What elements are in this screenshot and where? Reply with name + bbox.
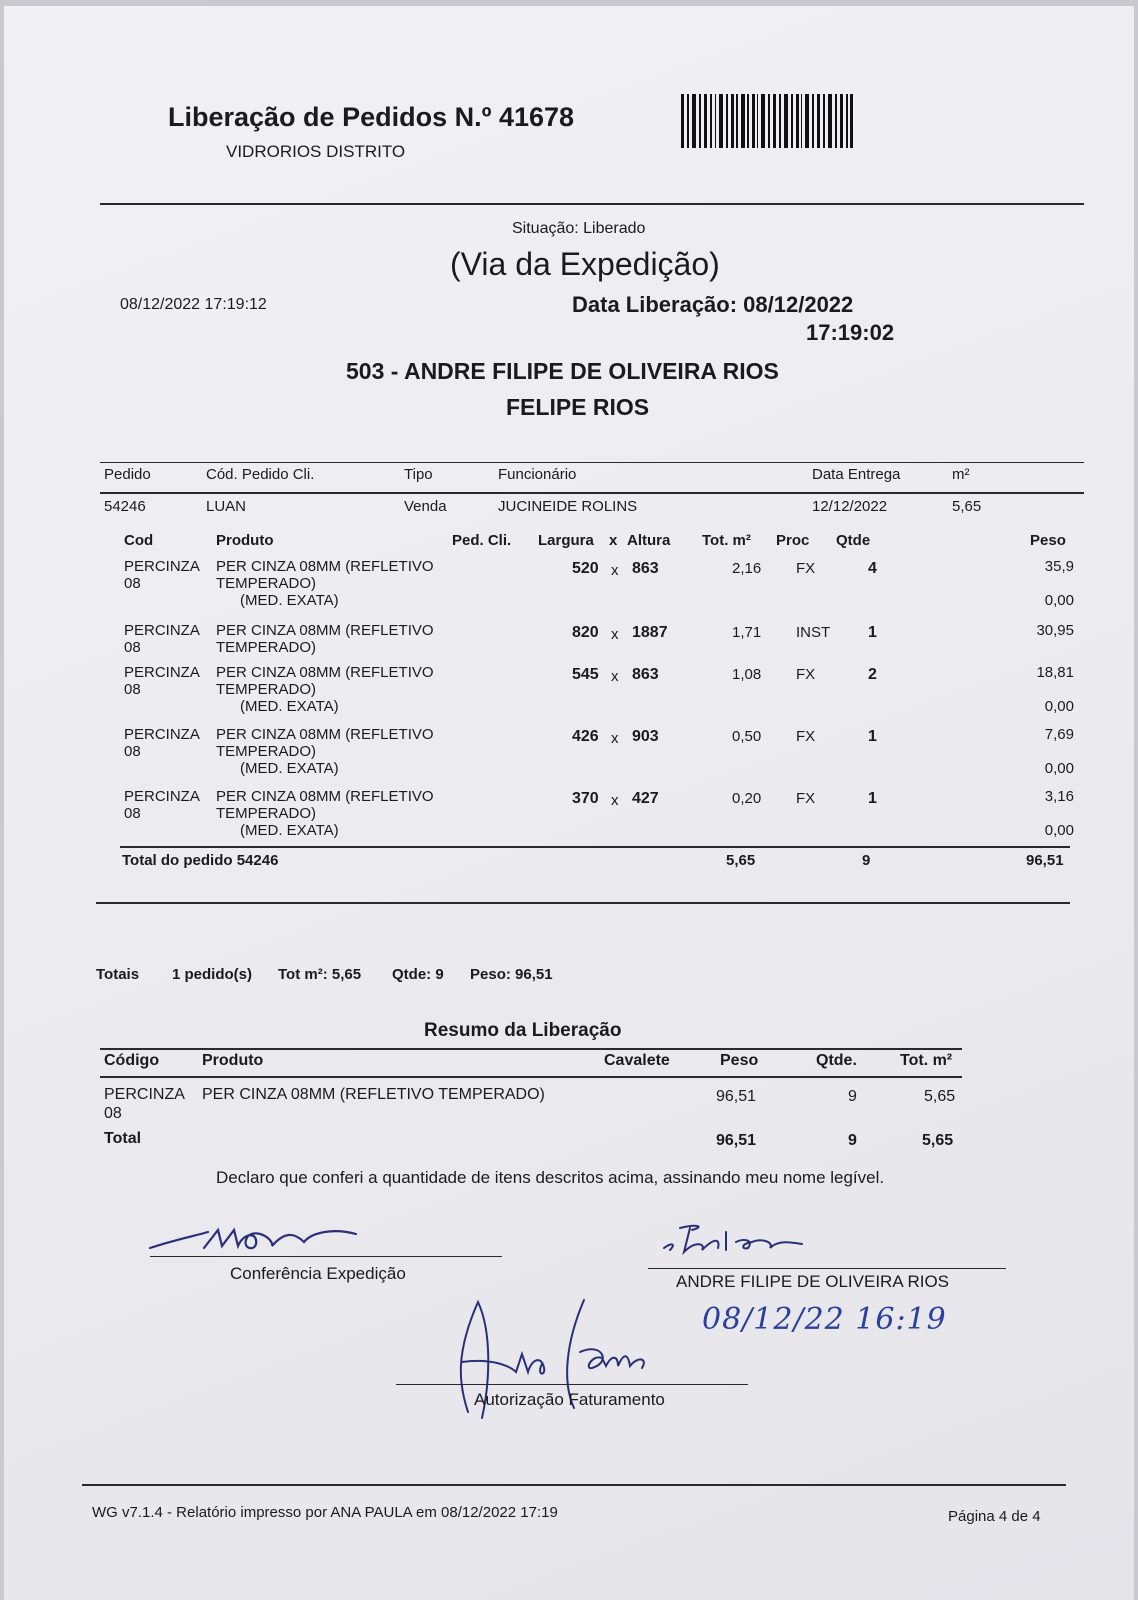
summary-total-label: Total	[104, 1130, 142, 1147]
item-produto-line1: PER CINZA 08MM (REFLETIVO	[216, 558, 434, 575]
declaration-text: Declaro que conferi a quantidade de itens descritos acima, assinando meu nome legível.	[216, 1168, 885, 1187]
summary-total-peso: 96,51	[716, 1132, 757, 1149]
item-altura: 863	[632, 560, 659, 577]
item-tot-m2: 2,16	[732, 560, 762, 577]
item-largura: 520	[572, 560, 599, 577]
order-header-funcionario: Funcionário	[498, 466, 577, 483]
header-divider	[100, 203, 1084, 205]
summary-total-qtde: 9	[848, 1132, 857, 1149]
summary-header-produto: Produto	[202, 1052, 264, 1069]
order-employee: JUCINEIDE ROLINS	[498, 498, 638, 515]
document-title: Liberação de Pedidos N.º 41678	[168, 102, 575, 132]
item-cod-line2: 08	[124, 639, 141, 656]
items-total-rule	[120, 846, 1070, 848]
order-delivery-date: 12/12/2022	[812, 498, 888, 515]
item-x: x	[611, 626, 619, 643]
item-cod-line1: PERCINZA	[124, 664, 200, 681]
summary-header-tot-m2: Tot. m²	[900, 1052, 953, 1069]
expedition-signature	[144, 1218, 374, 1258]
client-signature	[656, 1218, 816, 1258]
item-peso: 30,95	[1036, 622, 1074, 639]
item-peso-extra: 0,00	[1044, 760, 1074, 777]
order-total-qtde: 9	[862, 852, 871, 869]
summary-row-cod-line1: PERCINZA	[104, 1086, 185, 1103]
item-altura: 863	[632, 666, 659, 683]
item-produto-line2: TEMPERADO)	[216, 575, 317, 592]
order-header-cod-cli: Cód. Pedido Cli.	[206, 466, 315, 483]
footer-report-info: WG v7.1.4 - Relatório impresso por ANA PAULA em 08/12/2022 17:19	[92, 1504, 558, 1521]
summary-header-cavalete: Cavalete	[604, 1052, 670, 1069]
item-produto-line2: TEMPERADO)	[216, 805, 317, 822]
item-qtde: 2	[868, 666, 877, 683]
item-proc: FX	[796, 666, 816, 683]
item-cod-line2: 08	[124, 805, 141, 822]
order-header-tipo: Tipo	[404, 466, 433, 483]
client-alias: FELIPE RIOS	[506, 394, 650, 420]
item-produto-line1: PER CINZA 08MM (REFLETIVO	[216, 726, 434, 743]
items-header-tot-m2: Tot. m²	[702, 532, 751, 549]
expedition-signature-label: Conferência Expedição	[230, 1264, 406, 1283]
summary-header-peso: Peso	[720, 1052, 759, 1069]
item-cod-line1: PERCINZA	[124, 726, 200, 743]
totals-peso: Peso: 96,51	[470, 966, 553, 983]
item-produto-line1: PER CINZA 08MM (REFLETIVO	[216, 664, 434, 681]
item-cod-line2: 08	[124, 743, 141, 760]
item-x: x	[611, 562, 619, 579]
summary-row-peso: 96,51	[716, 1088, 757, 1105]
copy-label: (Via da Expedição)	[450, 246, 720, 282]
item-tot-m2: 0,50	[732, 728, 762, 745]
item-tot-m2: 1,71	[732, 624, 762, 641]
release-date: Data Liberação: 08/12/2022	[572, 292, 854, 317]
item-altura: 427	[632, 790, 659, 807]
items-header-cod: Cod	[124, 532, 154, 549]
item-proc: FX	[796, 560, 816, 577]
item-x: x	[611, 792, 619, 809]
client-name: 503 - ANDRE FILIPE DE OLIVEIRA RIOS	[346, 358, 779, 384]
summary-row-produto: PER CINZA 08MM (REFLETIVO TEMPERADO)	[202, 1086, 545, 1103]
item-produto-line2: TEMPERADO)	[216, 681, 317, 698]
handwritten-date: 08/12/22 16:19	[702, 1302, 947, 1337]
document-page	[4, 6, 1134, 1600]
items-header-largura: Largura	[538, 532, 594, 549]
client-signature-line	[648, 1268, 1006, 1269]
item-produto-line1: PER CINZA 08MM (REFLETIVO	[216, 788, 434, 805]
item-peso-extra: 0,00	[1044, 822, 1074, 839]
summary-top-rule	[100, 1048, 962, 1050]
item-note: (MED. EXATA)	[240, 822, 339, 839]
items-header-x: x	[609, 532, 618, 549]
order-number: 54246	[104, 498, 146, 515]
item-cod-line1: PERCINZA	[124, 788, 200, 805]
item-peso: 3,16	[1044, 788, 1074, 805]
summary-row-qtde: 9	[848, 1088, 857, 1105]
items-header-proc: Proc	[776, 532, 810, 549]
item-largura: 426	[572, 728, 599, 745]
item-qtde: 1	[868, 624, 877, 641]
order-type: Venda	[404, 498, 447, 515]
item-peso: 35,9	[1044, 558, 1074, 575]
items-header-produto: Produto	[216, 532, 274, 549]
expedition-signature-line	[150, 1256, 502, 1257]
item-cod-line1: PERCINZA	[124, 558, 200, 575]
footer-rule	[82, 1484, 1066, 1486]
items-header-qtde: Qtde	[836, 532, 871, 549]
totals-label: Totais	[96, 966, 140, 983]
item-largura: 370	[572, 790, 599, 807]
summary-row-cod-line2: 08	[104, 1105, 122, 1122]
order-header-data-entrega: Data Entrega	[812, 466, 901, 483]
item-altura: 903	[632, 728, 659, 745]
item-peso: 7,69	[1044, 726, 1074, 743]
items-header-altura: Altura	[627, 532, 671, 549]
billing-signature-label: Autorização Faturamento	[474, 1390, 665, 1409]
footer-page-number: Página 4 de 4	[948, 1508, 1041, 1525]
item-peso-extra: 0,00	[1044, 592, 1074, 609]
items-header-peso: Peso	[1030, 532, 1066, 549]
items-header-ped-cli: Ped. Cli.	[452, 532, 512, 549]
client-signature-label: ANDRE FILIPE DE OLIVEIRA RIOS	[676, 1272, 950, 1291]
item-note: (MED. EXATA)	[240, 760, 339, 777]
summary-total-m2: 5,65	[922, 1132, 954, 1149]
order-total-label: Total do pedido 54246	[122, 852, 279, 869]
totals-orders: 1 pedido(s)	[172, 966, 253, 983]
item-qtde: 4	[868, 560, 877, 577]
item-altura: 1887	[632, 624, 668, 641]
item-peso-extra: 0,00	[1044, 698, 1074, 715]
order-m2: 5,65	[952, 498, 982, 515]
summary-row-m2: 5,65	[924, 1088, 956, 1105]
item-cod-line2: 08	[124, 575, 141, 592]
item-note: (MED. EXATA)	[240, 698, 339, 715]
item-x: x	[611, 668, 619, 685]
printed-timestamp: 08/12/2022 17:19:12	[120, 296, 267, 313]
totals-qtde: Qtde: 9	[392, 966, 444, 983]
order-header-m2: m²	[952, 466, 970, 483]
item-produto-line2: TEMPERADO)	[216, 743, 317, 760]
order-total-peso: 96,51	[1026, 852, 1064, 869]
totals-m2: Tot m²: 5,65	[278, 966, 362, 983]
barcode	[681, 94, 853, 148]
company-name: VIDRORIOS DISTRITO	[226, 142, 406, 161]
item-x: x	[611, 730, 619, 747]
order-top-rule	[100, 462, 1084, 463]
item-qtde: 1	[868, 728, 877, 745]
item-largura: 820	[572, 624, 599, 641]
item-largura: 545	[572, 666, 599, 683]
item-proc: FX	[796, 728, 816, 745]
item-tot-m2: 1,08	[732, 666, 762, 683]
items-bottom-rule	[96, 902, 1070, 904]
summary-header-qtde: Qtde.	[816, 1052, 857, 1069]
item-tot-m2: 0,20	[732, 790, 762, 807]
summary-header-rule	[100, 1076, 962, 1078]
item-proc: FX	[796, 790, 816, 807]
summary-header-codigo: Código	[104, 1052, 160, 1069]
order-client-code: LUAN	[206, 498, 247, 515]
order-header-pedido: Pedido	[104, 466, 151, 483]
item-qtde: 1	[868, 790, 877, 807]
item-cod-line2: 08	[124, 681, 141, 698]
item-cod-line1: PERCINZA	[124, 622, 200, 639]
summary-title: Resumo da Liberação	[424, 1020, 622, 1041]
item-produto-line1: PER CINZA 08MM (REFLETIVO	[216, 622, 434, 639]
order-header-rule	[100, 492, 1084, 494]
billing-signature-line	[396, 1384, 748, 1385]
release-time: 17:19:02	[806, 320, 895, 345]
billing-signature	[452, 1292, 662, 1432]
item-produto-line2: TEMPERADO)	[216, 639, 317, 656]
item-peso: 18,81	[1036, 664, 1074, 681]
order-total-m2: 5,65	[726, 852, 756, 869]
status-label: Situação: Liberado	[512, 220, 646, 237]
item-proc: INST	[796, 624, 831, 641]
item-note: (MED. EXATA)	[240, 592, 339, 609]
